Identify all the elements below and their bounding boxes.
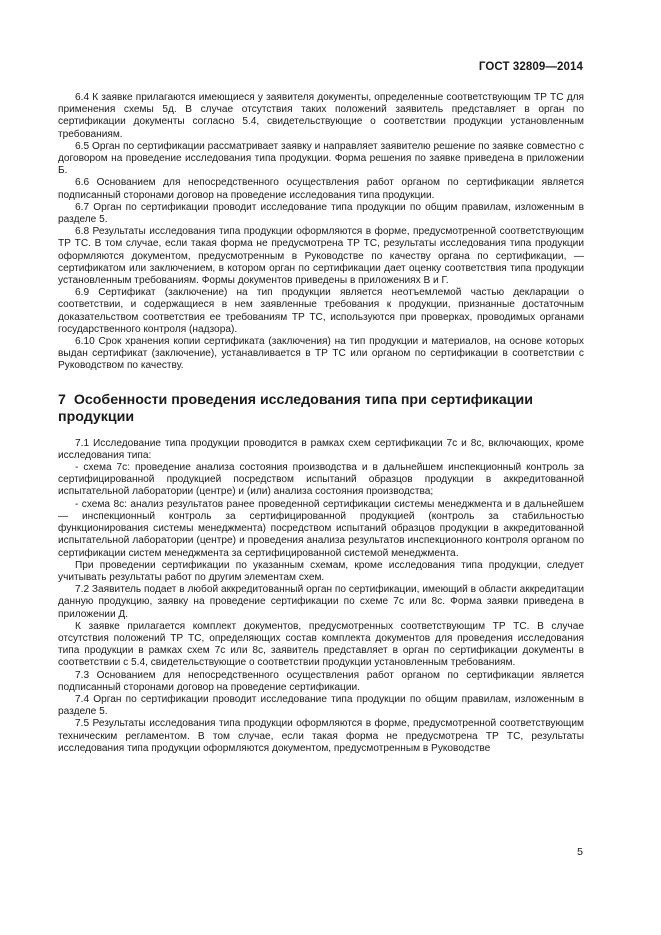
paragraph-7-1-note: При проведении сертификации по указанным схемам, кроме исследования типа продукции, следует учитывать результаты работ по другим элементам схем. (58, 559, 584, 583)
paragraph-6-10: 6.10 Срок хранения копии сертификата (заключения) на тип продукции и материалов, на основе которых выдан сертификат (заключение), устанавливается в ТР ТС или органом по сертификации в соответствии с Руководством по качеству. (58, 336, 584, 372)
list-item-scheme-7c: - схема 7с: проведение анализа состояния производства и в дальнейшем инспекционный контроль за сертифицированной продукцией посредством испытаний образцов продукции в аккредитованной испытательной лаборатории (центре) и (или) анализа состояния производства; (58, 462, 584, 498)
paragraph-7-2: 7.2 Заявитель подает в любой аккредитованный орган по сертификации, имеющий в области аккредитации данную продукцию, заявку на проведение сертификации по схеме 7с или 8с. Форма заявки приведена в приложении Д. (58, 584, 584, 620)
paragraph-7-3: 7.3 Основанием для непосредственного осуществления работ органом по сертификации является подписанный сторонами договор на проведение сертификации. (58, 669, 584, 693)
list-item-scheme-8c: - схема 8с: анализ результатов ранее проведенной сертификации системы менеджмента и в дальнейшем — инспекционный контроль за сертифицированной продукцией (контроль за стабильностью функционирования системы менеджмента) посредством испытаний образцов продукции в аккредитованной испытательной лаборатории (центре) и проведения анализа результатов инспекционного контроля органом по сертификации систем менеджмента за сертифицированной системой менеджмента. (58, 498, 584, 559)
paragraph-6-9: 6.9 Сертификат (заключение) на тип продукции является неотъемлемой частью декларации о соответствии, и содержащиеся в нем заявленные требования к продукции, признанные достаточным доказательством соответствия ее требованиям ТР ТС, используются при проверках, проводимых органами государственного контроля (надзора). (58, 287, 584, 335)
paragraph-6-4: 6.4 К заявке прилагаются имеющиеся у заявителя документы, определенные соответствующим ТР ТС для применения схемы 5д. В случае отсутствия таких положений заявитель представляет в орган по сертификации документы согласно 5.4, свидетельствующие о соответствии продукции установленным требованиям. (58, 92, 584, 140)
paragraph-7-1: 7.1 Исследование типа продукции проводится в рамках схем сертификации 7с и 8с, включающих, кроме исследования типа: (58, 437, 584, 461)
paragraph-7-5: 7.5 Результаты исследования типа продукции оформляются в форме, предусмотренной соответствующим техническим регламентом. В том случае, если такая форма не предусмотрена ТР ТС, результаты исследования типа продукции оформляются документом, предусмотренным в Руководстве (58, 718, 584, 754)
section-number: 7 (58, 391, 66, 408)
section-7-heading (58, 392, 584, 426)
paragraph-6-6: 6.6 Основанием для непосредственного осуществления работ органом по сертификации является подписанный сторонами договор на проведение исследования типа продукции. (58, 177, 584, 201)
section-title: Особенности проведения исследования типа при сертификации продукции (58, 391, 533, 425)
paragraph-7-2-docs: К заявке прилагается комплект документов, предусмотренных соответствующим ТР ТС. В случае отсутствия положений ТР ТС, определяющих состав комплекта документов для проведения исследования типа продукции в рамках схем 7с или 8с, заявитель представляет в орган по сертификации документы в соответствии с 5.4, свидетельствующие о соответствии продукции установленным требованиям. (58, 620, 584, 669)
paragraph-6-5: 6.5 Орган по сертификации рассматривает заявку и направляет заявителю решение по заявке совместно с договором на проведение исследования типа продукции. Форма решения по заявке приведена в приложении Б. (58, 140, 584, 177)
paragraph-6-8: 6.8 Результаты исследования типа продукции оформляются в форме, предусмотренной соответствующим ТР ТС. В том случае, если такая форма не предусмотрена ТР ТС, результаты исследования типа продукции оформляются документом, предусмотренным в Руководстве по качеству органа по сертификации, — сертификатом или заключением, в котором орган по сертификации дает оценку соответствия типа продукции установленным требованиям. Формы документов приведены в приложениях В и Г. (58, 226, 584, 287)
page-number: 5 (577, 846, 583, 858)
document-body (58, 92, 584, 755)
standard-designation: ГОСТ 32809—2014 (478, 61, 583, 73)
paragraph-6-7: 6.7 Орган по сертификации проводит исследование типа продукции по общим правилам, изложенным в разделе 5. (58, 201, 584, 226)
paragraph-7-4: 7.4 Орган по сертификации проводит исследование типа продукции по общим правилам, изложенным в разделе 5. (58, 693, 584, 718)
